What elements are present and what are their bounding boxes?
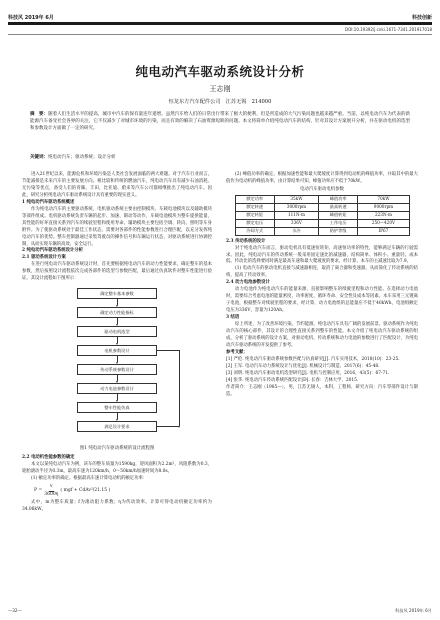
flow-arrow (117, 356, 118, 362)
intro-paragraph: 进入21世纪以来，能源危机和环境污染是人类社会发展面临的两大难题。对于汽车行业而言，节能减排是未来汽车的主要发展方向。相比较和传统的燃油汽车，纯电动汽车具有减少石油消耗、无污染等优点，备受人们的青睐。丰田、比亚迪、蔚来等汽车公司都相继推出了纯电动汽车。因此，研究分析纯电动汽车驱动系统设计具有重要的现实意义。 (22, 172, 212, 198)
doi-line: DOI:10.19392/j.cnki.1671-7341.201917018 (345, 27, 432, 32)
table-cell: 35kW (274, 195, 318, 203)
table-cell: 额定转矩 (235, 211, 274, 219)
paragraph: 在进行纯电动汽车驱动系统设计时，首先要根据纯电动汽车的动力性能要求，确定整车的基本参数，然后按照设计流程依次完成各部件的选型与参数匹配，最后通过仿真软件对整车性能进行验证。其设计流程如下图所示： (22, 262, 212, 282)
table-cell: 额定功率 (235, 195, 274, 203)
flow-feedback-line (157, 350, 179, 351)
flow-arrow (117, 337, 118, 343)
table-cell: IP67 (358, 227, 409, 235)
table-row (235, 219, 409, 227)
author-affiliation: 恒龙东方汽车配件公司 江苏无锡 214000 (168, 99, 272, 105)
table-cell: 70kW (358, 195, 409, 203)
paragraph: 式中，m为整车质量；f为滚动阻力系数；η为传动效率。计算可得电动机额定功率约为34.06kW。 (22, 499, 212, 512)
page-footer (8, 608, 432, 614)
article-author: 王志刚 (209, 85, 231, 93)
section-heading-3: 3 结语 (226, 315, 240, 321)
paragraph: (1) 电动汽车的驱动电机直接与减速器相连，取消了离合器和变速器，从而简化了传动系统的结构，提高了传动效率。 (226, 266, 418, 279)
table-cell: 最高转速 (318, 203, 357, 211)
formula-lhs: P = (34, 487, 43, 493)
abstract (30, 111, 410, 133)
table-row (235, 227, 409, 235)
section-heading-2: 2 纯电动汽车驱动系统设计分析 (22, 248, 84, 254)
table-cell: 防护等级 (318, 227, 357, 235)
article-title: 纯电动汽车驱动系统设计分析 (135, 64, 305, 79)
table-cell: 111N·m (274, 211, 318, 219)
formula (22, 484, 212, 499)
references (226, 350, 418, 399)
flow-box-requirements: 满足设计要求 (77, 421, 157, 432)
paragraph: 对于纯电动汽车而言，驱动电机具有低速恒转矩、高速恒功率的特性，能够满足车辆的行驶需求。因此，纯电动汽车的传动系统一般采用固定速比的减速器，结构简单、体积小、重量轻、成本低。传动比的选择要同时满足最高车速和最大爬坡度的要求，经计算，本车的主减速比取为7.9。 (226, 245, 418, 265)
page-header (8, 3, 432, 21)
flowchart (22, 286, 212, 444)
table-cell: 额定转速 (235, 203, 274, 211)
paragraph: 作为纯电动汽车的主要驱动系统，电机驱动系统主要由控制模块、车载电池模块以及辅助模块等部件组成。电机驱动系统负责车辆的起步、加速、制动等动作，车载电池模块为整车提供能量，其性能的好坏直接关系到汽车的续驶里程和使用寿命。辅助模块主要包括空调、转向、照明等车身附件。为了使驱动系统处于最佳工作状态，需要对各部件的性能参数进行合理匹配，以充分发挥纯电动汽车的优势。整车控制器通过采集驾驶员的操作信号和车辆运行状态，对驱动系统进行协调控制，从而实现车辆的高效、安全运行。 (22, 206, 212, 247)
page-number: —32— (8, 608, 22, 613)
abstract-text: 随着人们生活水平的提高，城市中汽车的保有量连年递增。虽然汽车给人们的日常出行带来了极大的便利，但是所造成的大气污染问题也越来越严重。当前，以纯电动汽车为代表的新能源汽车备受社会各界的关注，它不仅减少了对城市环境的污染，而且有效的解决了石油资源短缺的问题。本文将简单介绍纯电动汽车的结构，针对其设计方案展开分析，并在驱动电机的选型和参数设计方面做了一定的研究。 (30, 112, 411, 132)
flow-arrow (117, 318, 118, 324)
references-label: 参考文献： (226, 349, 248, 355)
flow-feedback-vertical (179, 350, 180, 426)
flow-box-simulation: 整车性能仿真 (77, 402, 157, 413)
abstract-label: 摘 要： (30, 112, 49, 117)
flow-arrow (117, 394, 118, 400)
table-cell: 9000rpm (358, 203, 409, 211)
table-row (235, 195, 409, 203)
author-bio: 作者简介：王志刚（1985—），男，江苏无锡人，本科，工程师，研究方向：汽车零部件设计与制造。 (226, 384, 418, 397)
paragraph: 动力电池作为纯电动汽车的能量来源，直接影响整车的续驶里程和动力性能。在选择动力电池时，需要综合考虑电池的能量密度、功率密度、循环寿命、安全性及成本等因素。本车采用三元锂离子电池，根据整车对续驶里程的要求，经计算，动力电池组的总能量应不低于40kWh，电池组额定电压为336V，容量为120Ah。 (226, 287, 418, 314)
table-row (235, 211, 409, 219)
formula-denominator: 3600η (44, 491, 59, 497)
flow-arrow (117, 413, 118, 419)
paragraph: (1) 额定功率的确定。根据最高车速计算电动机的额定功率： (31, 476, 148, 482)
table-cell: 峰值转矩 (318, 211, 357, 219)
right-column (226, 172, 418, 399)
formula-rest: ( mgf + CdAv²/21.15 ) (60, 487, 111, 493)
reference-item: [4] 张华. 纯电动汽车传动系统匹配设计[D]. 长春：吉林大学，2015. (226, 377, 359, 383)
footer-issue: 科技风 2019年 6月 (395, 608, 432, 613)
formula-numerator: v (49, 484, 54, 492)
flow-arrow (117, 299, 118, 305)
figure-caption: 图1 纯电动汽车驱动系统的设计流程图 (79, 446, 155, 452)
table-caption: 电动汽车驱动电机参数 (300, 186, 344, 192)
table-cell: 工作电压 (318, 219, 357, 227)
keywords-label: 关键词： (30, 155, 48, 160)
flow-box-motor-params: 电机参数设计 (77, 345, 157, 356)
journal-section: 科技创新 (411, 15, 432, 21)
flow-box-base-params: 确定整车基本参数 (77, 288, 157, 299)
motor-params-table (235, 195, 410, 236)
reference-item: [3] 刘明. 纯电动汽车驱动电机选型研究[J]. 电机与控制应用，2016，43(5)：67-71. (226, 370, 390, 376)
conclusion-paragraph: 综上所述，为了改善环境污染、节约能源，纯电动汽车具有广阔的发展前景。驱动系统作为纯电动汽车的核心部件，其设计的合理性直接关系到整车的性能。本文介绍了纯电动汽车驱动系统的组成，分析了驱动系统的设计方案，对驱动电机、传动系统和动力电池的参数进行了匹配设计，为纯电动汽车驱动系统的开发提供了参考。 (226, 322, 418, 348)
paragraph: 本文以某纯电动汽车为例，该车的整车质量为1590kg，迎风面积为2.2m²，风阻系数为0.3，轮胎滚动半径为0.3m，最高车速为120km/h，0～50km/h加速时间为8.0s。 (22, 462, 212, 475)
keywords-text: 纯电动汽车；驱动系统；设计分析 (48, 155, 116, 160)
table-row (235, 203, 409, 211)
subsection-heading-2-3: 2.3 传动系统的设计 (226, 238, 266, 244)
table-cell: 冷却方式 (235, 227, 274, 235)
flow-arrow (117, 375, 118, 381)
flow-box-battery: 动力电池参数设计 (77, 383, 157, 394)
table-cell: 250～420V (358, 219, 409, 227)
left-column (22, 172, 212, 514)
header-rule (8, 22, 432, 25)
table-cell: 3000rpm (274, 203, 318, 211)
flow-box-motor-selection: 驱动电机选型 (77, 326, 157, 337)
subsection-heading-2-1: 2.1 驱动系统设计方案 (22, 255, 66, 261)
flow-box-performance: 确定动力性能指标 (77, 307, 157, 318)
journal-issue: 科技风 2019年 6月 (8, 15, 54, 21)
formula-fraction (44, 484, 58, 499)
subsection-heading-2-2: 2.2 电动机性能参数的确定 (22, 455, 75, 461)
section-heading-1: 1 纯电动汽车驱动系统概述 (22, 199, 75, 205)
flow-feedback-line (157, 426, 179, 427)
table-cell: 峰值功率 (318, 195, 357, 203)
header-thin-rule (8, 34, 432, 35)
table-cell: 水冷 (274, 227, 318, 235)
keywords (30, 154, 410, 161)
reference-item: [2] 王军. 电动汽车动力系统设计与优化[J]. 机械设计与制造，2017(6)：45-48. (226, 363, 380, 369)
table-cell: 336V (274, 219, 318, 227)
table-cell: 223N·m (358, 211, 409, 219)
table-cell: 额定电压 (235, 219, 274, 227)
paragraph: (2) 峰值功率的确定。根据加速性能和最大爬坡度计算得到电动机的峰值功率，并取其中的最大值作为电动机的峰值功率，由计算结果可知，峰值功率应不低于70kW。 (226, 172, 418, 184)
flow-box-transmission: 传动系统参数设计 (77, 364, 157, 375)
reference-item: [1] 严伦. 纯电动汽车驱动系统参数匹配与仿真研究[J]. 汽车实用技术，2018(10)：23-25. (226, 356, 400, 362)
subsection-heading-2-4: 2.4 动力电池参数设计 (226, 280, 270, 286)
